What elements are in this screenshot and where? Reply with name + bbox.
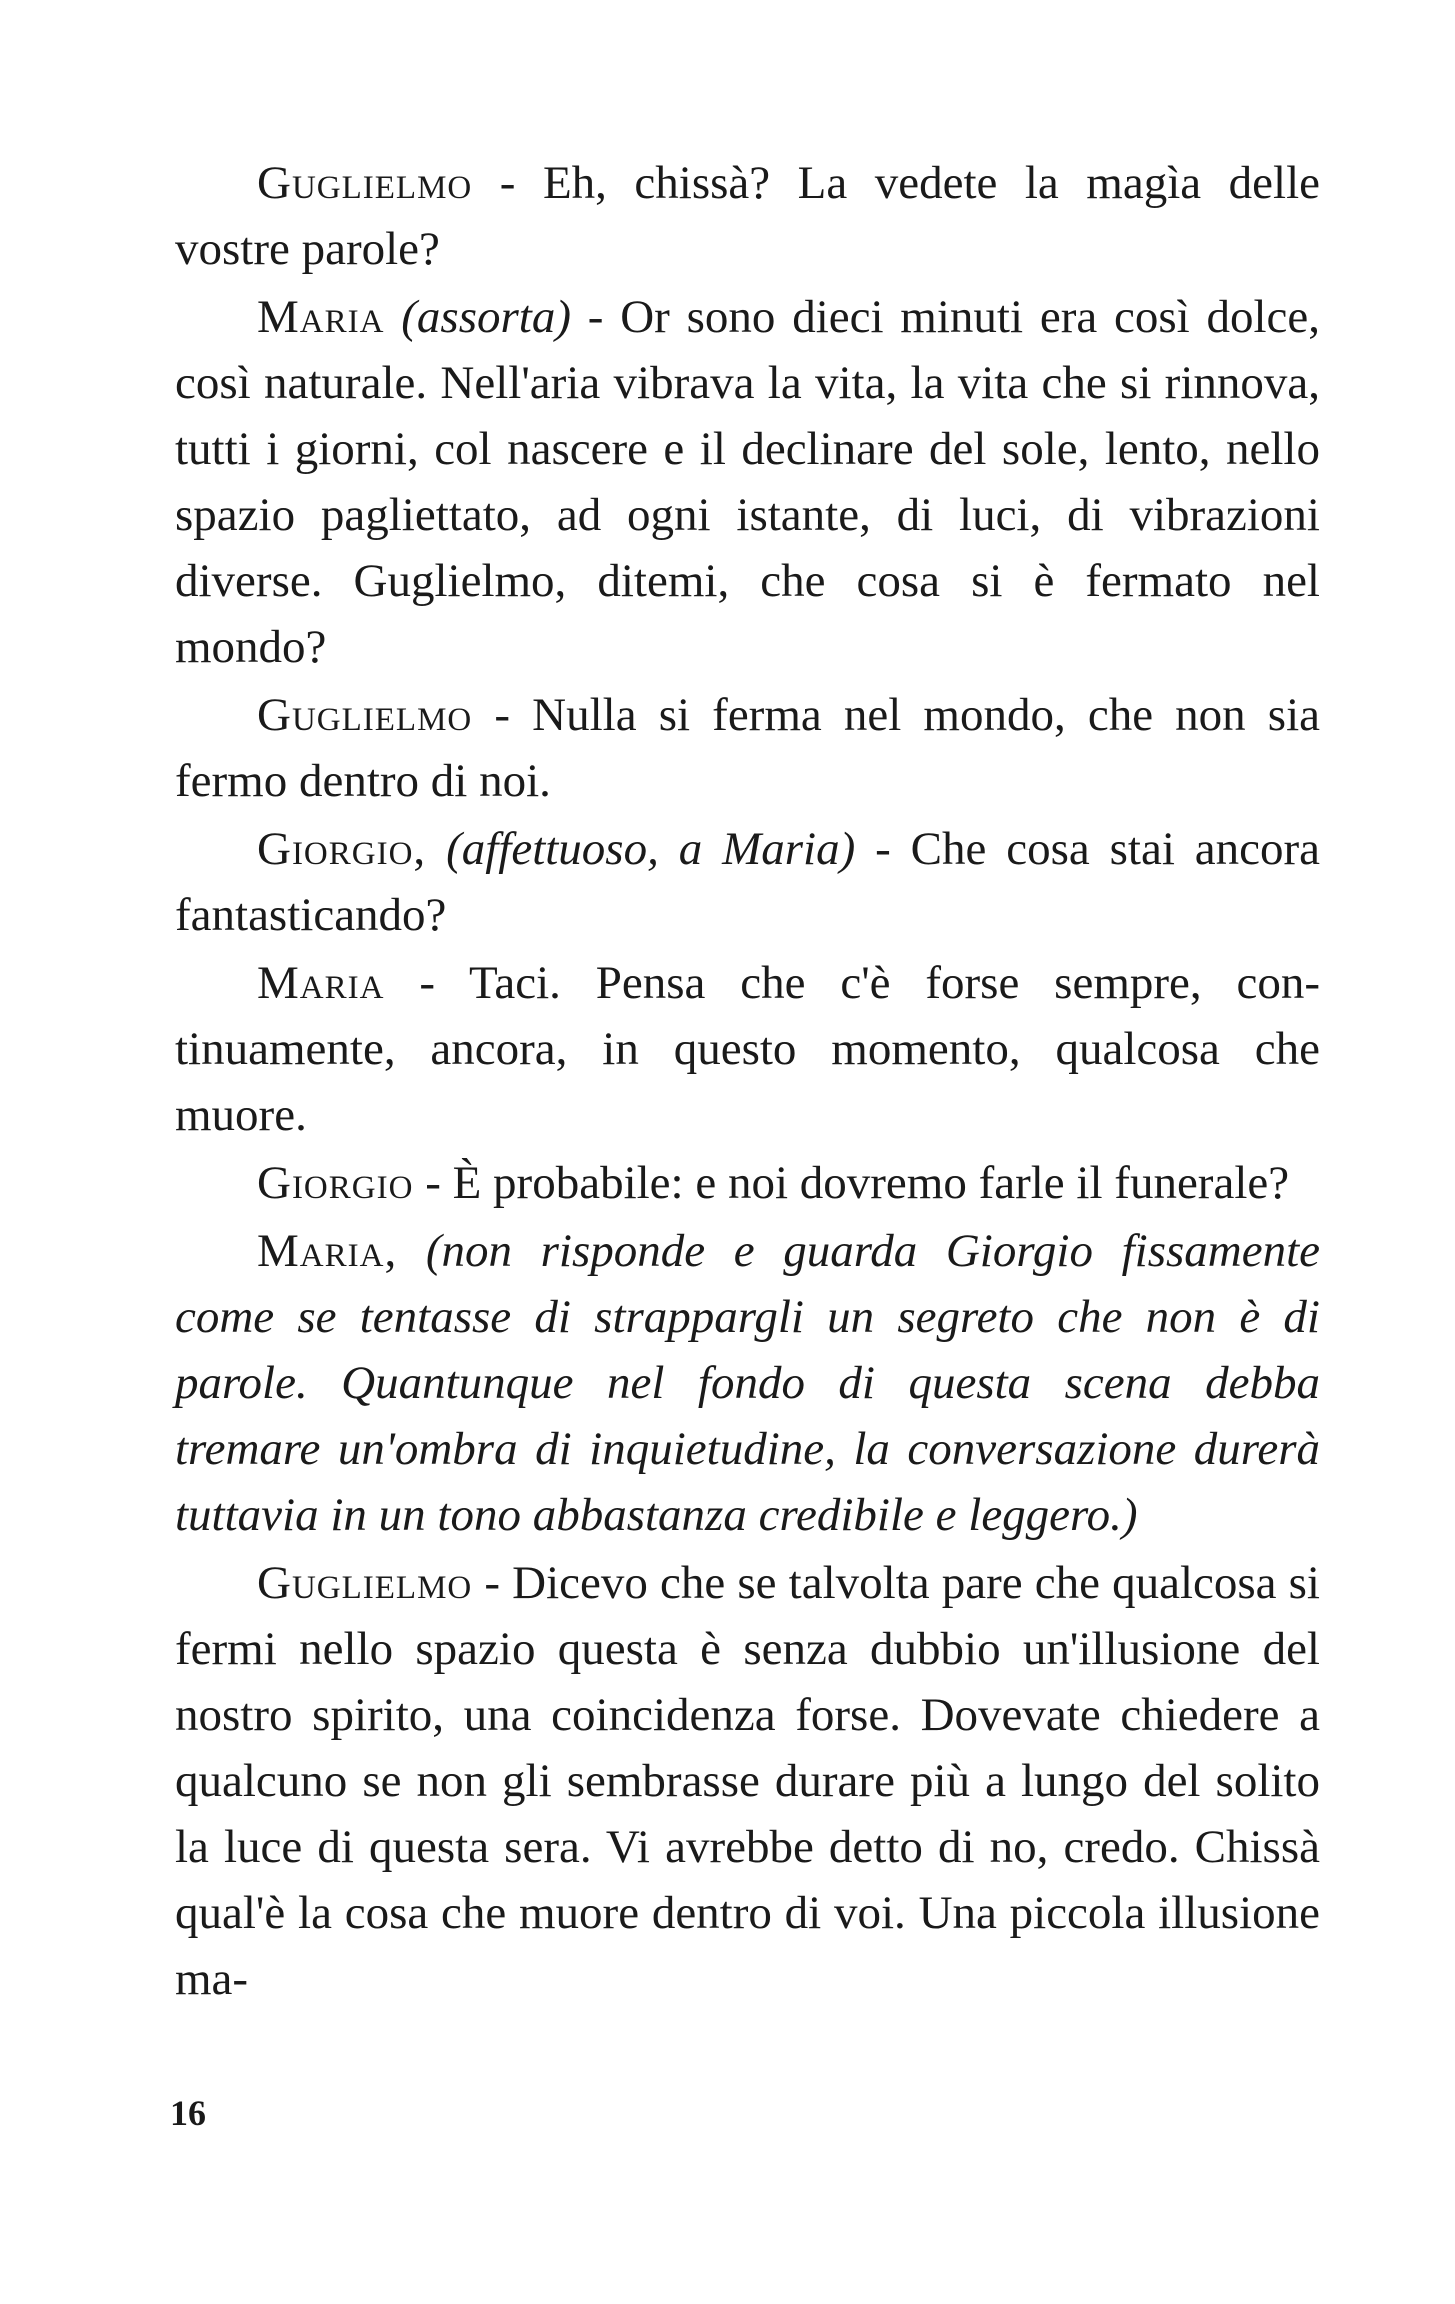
speaker-name: Guglielmo — [257, 157, 473, 209]
page-number: 16 — [170, 2093, 206, 2133]
speaker-name: Guglielmo — [257, 689, 473, 741]
speaker-name: Guglielmo — [257, 1557, 473, 1609]
speaker-name: Giorgio — [257, 1157, 414, 1209]
stage-direction: (non risponde e guarda Giorgio fissamente come se tentasse di strappargli un segreto che non è di parole. Quantunque nel fondo di questa scena debba tremare un'ombra di inquietudine, la conversazione durerà tuttavia in un tono abbastanza credibile e leggero.) — [175, 1225, 1320, 1541]
dialogue-text: È probabile: e noi dovremo farle il funerale? — [452, 1157, 1290, 1209]
dialogue-paragraph-2 — [175, 284, 1320, 680]
speaker-name: Maria — [257, 291, 385, 343]
dialogue-text: Taci. Pensa che c'è forse sempre, continuamente, ancora, in questo momento, qualcosa che muore. — [175, 957, 1320, 1141]
stage-direction: (assorta) — [401, 291, 571, 343]
separator: - — [472, 689, 533, 741]
speaker-name: Giorgio, — [257, 823, 427, 875]
dialogue-paragraph-1 — [175, 150, 1320, 282]
separator: - — [472, 157, 543, 209]
stage-direction: (affettuoso, a Maria) — [446, 823, 856, 875]
page-body — [175, 150, 1320, 2014]
dialogue-paragraph-7 — [175, 1218, 1320, 1548]
dialogue-paragraph-6 — [175, 1150, 1320, 1216]
dialogue-text: Nulla si ferma nel mondo, che non sia fermo dentro di noi. — [175, 689, 1321, 807]
dialogue-text: Or sono dieci minuti era così dolce, così naturale. Nell'aria vibrava la vita, la vita che si rinnova, tutti i giorni, col nascere e il declinare del sole, lento, nello spazio pagliettato, ad ogni istante, di luci, di vibrazioni diverse. Guglielmo, ditemi, che cosa si è fermato nel mondo? — [175, 291, 1321, 673]
dialogue-paragraph-4 — [175, 816, 1320, 948]
speaker-name: Maria, — [257, 1225, 398, 1277]
dialogue-text: Che cosa stai ancora fantasticando? — [175, 823, 1320, 941]
dialogue-text: Eh, chissà? La vedete la magìa delle vostre parole? — [175, 157, 1320, 275]
dialogue-text: Dicevo che se talvolta pare che qualcosa si fermi nello spazio questa è senza dubbio un'illusione del nostro spirito, una coincidenza forse. Dovevate chiedere a qualcuno se non gli sembrasse durare più a lungo del solito la luce di questa sera. Vi avrebbe detto di no, credo. Chissà qual'è la cosa che muore dentro di voi. Una piccola illusione ma- — [175, 1557, 1320, 2005]
dialogue-paragraph-5 — [175, 950, 1320, 1148]
separator: - — [413, 1157, 453, 1209]
speaker-name: Maria — [257, 957, 385, 1009]
dialogue-paragraph-8 — [175, 1550, 1320, 2012]
separator: - — [855, 823, 911, 875]
separator: - — [472, 1557, 513, 1609]
dialogue-paragraph-3 — [175, 682, 1320, 814]
separator: - — [384, 957, 469, 1009]
separator: - — [571, 291, 621, 343]
